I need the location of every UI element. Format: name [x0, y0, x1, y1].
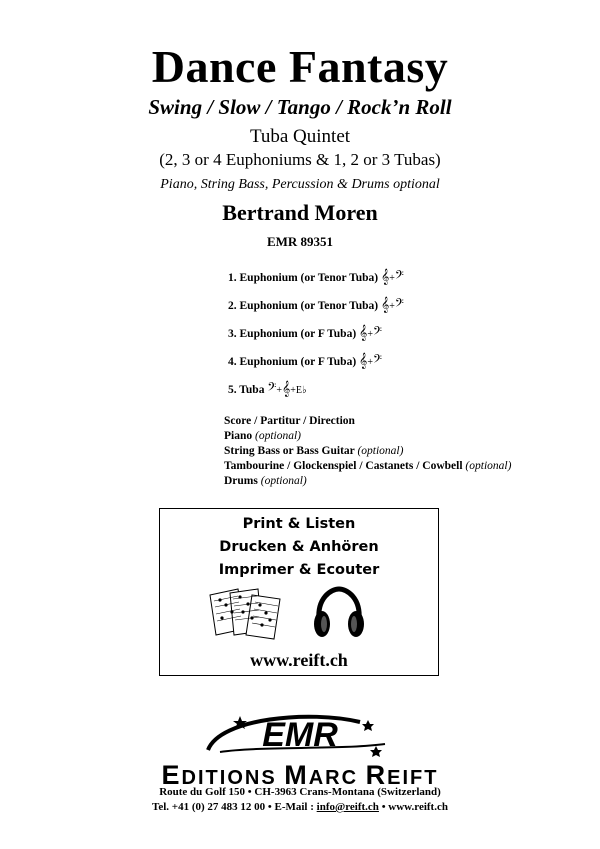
- publisher-initial: R: [365, 760, 388, 790]
- part-item: [228, 270, 404, 298]
- clef-icons: [267, 382, 306, 398]
- plus-sign: +: [276, 385, 282, 396]
- extra-label: Drums: [224, 475, 258, 487]
- part-item: [228, 382, 404, 410]
- promo-line-3: Imprimer & Ecouter: [218, 562, 380, 578]
- extra-label: Piano: [224, 430, 253, 442]
- publisher-word: ARC: [308, 767, 366, 789]
- extra-label: Tambourine / Glockenspiel / Castanets / Cowbell: [224, 460, 463, 472]
- publisher-address: Route du Golf 150 • CH-3963 Crans-Montana (Switzerland): [159, 786, 441, 798]
- e-flat-label: E♭: [295, 385, 307, 396]
- email-link[interactable]: info@reift.ch: [316, 801, 379, 813]
- extra-item: [224, 444, 511, 459]
- composer: Bertrand Moren: [222, 200, 378, 225]
- publisher-initial: E: [161, 760, 182, 790]
- publisher-contact: [0, 801, 600, 813]
- clef-icons: [381, 298, 404, 314]
- part-label: 5. Tuba: [228, 384, 265, 396]
- clef-icons: [359, 326, 382, 342]
- sheet-music-icon: [208, 587, 284, 641]
- bass-clef-icon: 𝄢: [267, 382, 277, 397]
- part-item: [228, 326, 404, 354]
- part-item: [228, 298, 404, 326]
- contact-web: • www.reift.ch: [378, 801, 448, 813]
- optional-note: (optional): [465, 460, 512, 472]
- instrumentation: Tuba Quintet: [249, 126, 351, 147]
- website-url: www.reift.ch: [250, 650, 348, 670]
- publisher-word: EIFT: [387, 767, 439, 789]
- treble-clef-icon: 𝄞: [359, 354, 368, 369]
- subtitle: Swing / Slow / Tango / Rock’n Roll: [148, 95, 452, 119]
- bass-clef-icon: 𝄢: [372, 326, 382, 341]
- clef-icons: [359, 354, 382, 370]
- print-listen-box: [159, 508, 439, 676]
- plus-sign: +: [290, 385, 296, 396]
- headphones-icon: [311, 586, 367, 644]
- instrumentation-detail: (2, 3 or 4 Euphoniums & 1, 2 or 3 Tubas): [159, 150, 441, 169]
- part-label: 1. Euphonium (or Tenor Tuba): [228, 272, 379, 284]
- bass-clef-icon: 𝄢: [394, 270, 404, 285]
- extras-list: [224, 414, 511, 489]
- extra-item: [224, 459, 511, 474]
- optional-instruments: Piano, String Bass, Percussion & Drums optional: [160, 177, 440, 192]
- treble-clef-icon: 𝄞: [359, 326, 368, 341]
- bass-clef-icon: 𝄢: [372, 354, 382, 369]
- emr-logo: [200, 710, 400, 760]
- part-label: 2. Euphonium (or Tenor Tuba): [228, 300, 379, 312]
- part-label: 3. Euphonium (or F Tuba): [228, 328, 357, 340]
- publisher-word: DITIONS: [181, 767, 285, 789]
- title: Dance Fantasy: [151, 41, 449, 92]
- catalog-number: EMR 89351: [266, 234, 334, 249]
- part-label: 4. Euphonium (or F Tuba): [228, 356, 357, 368]
- extra-label: Score / Partitur / Direction: [224, 415, 355, 427]
- optional-note: (optional): [357, 445, 404, 457]
- plus-sign: +: [367, 357, 373, 368]
- plus-sign: +: [367, 329, 373, 340]
- clef-icons: [381, 270, 404, 286]
- plus-sign: +: [389, 273, 395, 284]
- treble-clef-icon: 𝄞: [281, 382, 291, 397]
- part-item: [228, 354, 404, 382]
- plus-sign: +: [389, 301, 395, 312]
- optional-note: (optional): [255, 430, 301, 442]
- publisher-initial: M: [284, 760, 309, 790]
- contact-text: Tel. +41 (0) 27 483 12 00 • E-Mail :: [152, 801, 317, 813]
- extra-item: [224, 429, 511, 444]
- parts-list: [228, 270, 404, 410]
- extra-item: [224, 414, 511, 429]
- bass-clef-icon: 𝄢: [394, 298, 404, 313]
- extra-item: [224, 474, 511, 489]
- optional-note: (optional): [260, 475, 307, 487]
- extra-label: String Bass or Bass Guitar: [224, 445, 355, 457]
- treble-clef-icon: 𝄞: [380, 298, 390, 313]
- logo-text: EMR: [262, 716, 338, 754]
- promo-line-1: Print & Listen: [242, 516, 356, 532]
- treble-clef-icon: 𝄞: [380, 270, 390, 285]
- promo-line-2: Drucken & Anhören: [219, 539, 379, 555]
